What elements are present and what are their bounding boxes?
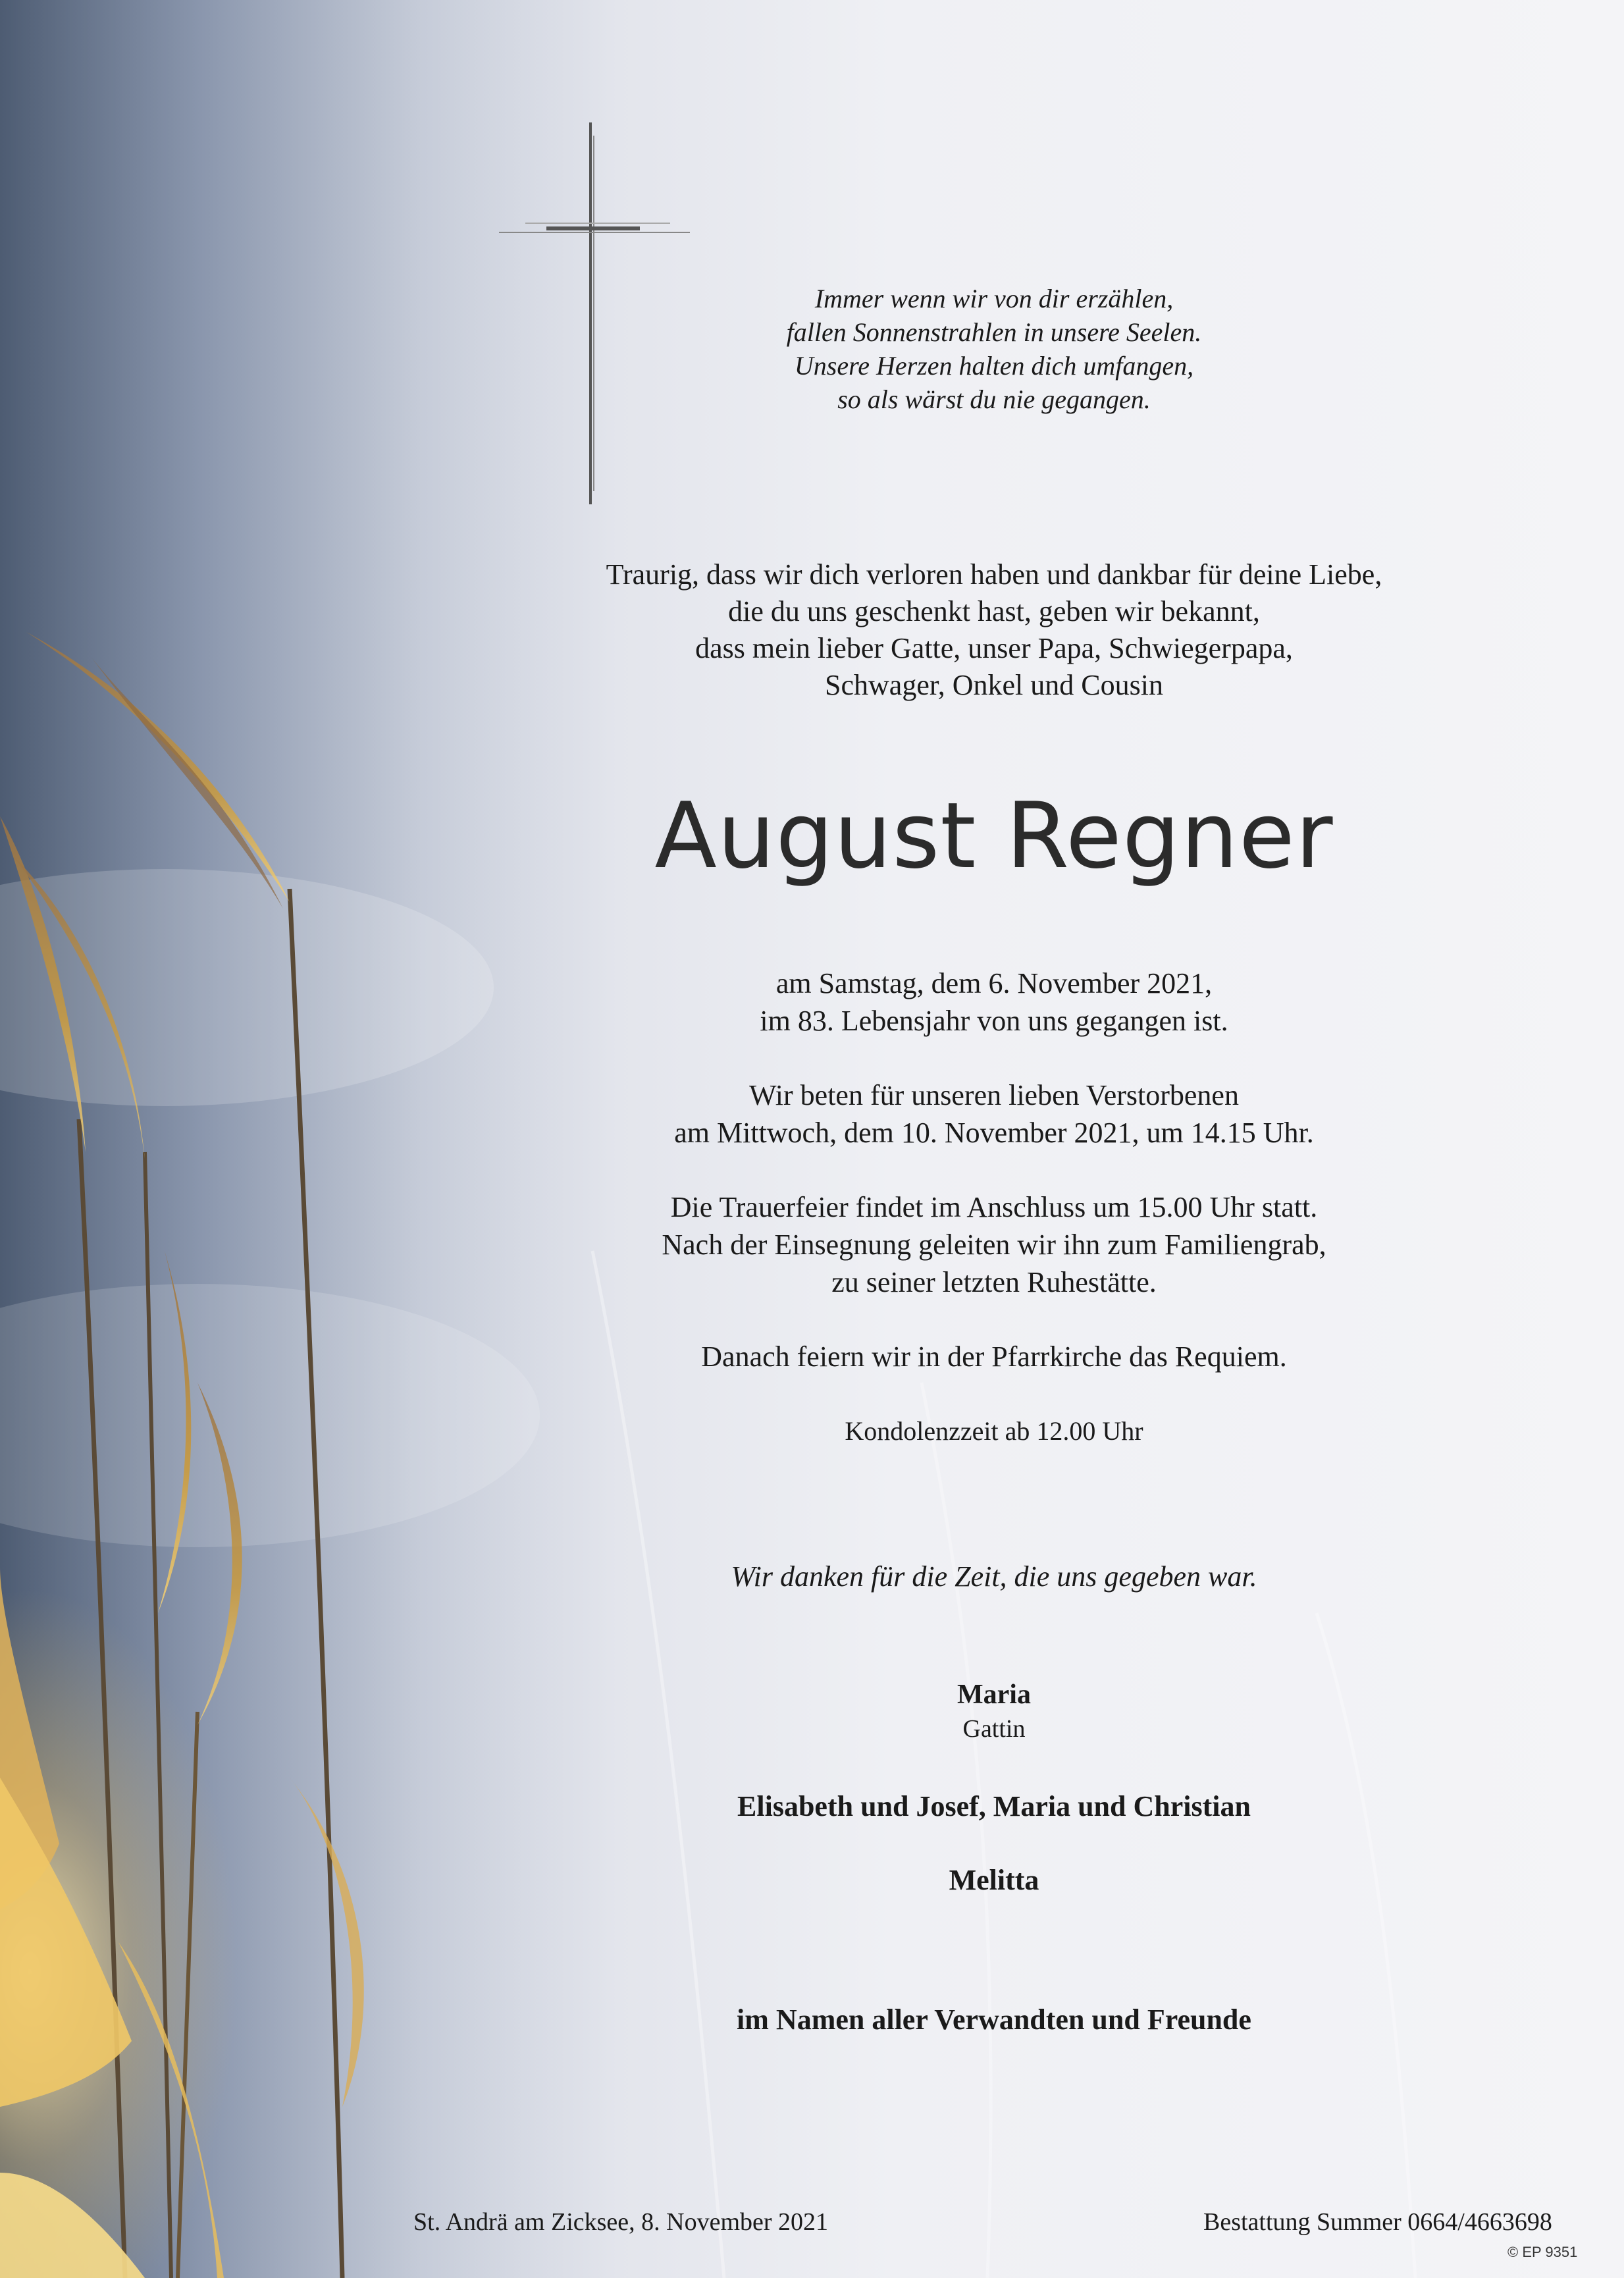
spouse-relation: Gattin: [962, 1715, 1026, 1743]
passing-line: am Samstag, dem 6. November 2021,: [775, 967, 1213, 999]
passing-line: im 83. Lebensjahr von uns gegangen ist.: [760, 1005, 1228, 1037]
ceremony-line: Die Trauerfeier findet im Anschluss um 15.00 Uhr statt.: [670, 1191, 1318, 1223]
condolence-time: Kondolenzzeit ab 12.00 Uhr: [845, 1416, 1143, 1446]
quote-line: Unsere Herzen halten dich umfangen,: [794, 351, 1194, 381]
quote-line: fallen Sonnenstrahlen in unsere Seelen.: [786, 317, 1202, 347]
ceremony-line: Nach der Einsegnung geleiten wir ihn zum Familiengrab,: [662, 1229, 1326, 1261]
prayer-line: am Mittwoch, dem 10. November 2021, um 14.15 Uhr.: [674, 1117, 1314, 1149]
quote-line: so als wärst du nie gegangen.: [837, 384, 1151, 414]
announcement-line: die du uns geschenkt hast, geben wir bekannt,: [728, 595, 1260, 627]
announcement-text: [513, 556, 1475, 704]
announcement-line: Traurig, dass wir dich verloren haben und dankbar für deine Liebe,: [606, 558, 1382, 591]
spouse-name: Maria: [957, 1680, 1031, 1710]
prayer-info: [513, 1076, 1475, 1152]
other-mourner: Melitta: [949, 1864, 1039, 1896]
place-date: St. Andrä am Zicksee, 8. November 2021: [413, 2208, 829, 2236]
deceased-name: August Regner: [654, 783, 1334, 889]
undertaker-contact: Bestattung Summer 0664/4663698: [1203, 2208, 1552, 2236]
requiem-info: Danach feiern wir in der Pfarrkirche das Requiem.: [701, 1340, 1287, 1373]
ceremony-info: [513, 1188, 1475, 1301]
ceremony-line: zu seiner letzten Ruhestätte.: [831, 1266, 1157, 1298]
quote-line: Immer wenn wir von dir erzählen,: [814, 284, 1174, 313]
memorial-quote: [513, 282, 1475, 416]
announcement-line: dass mein lieber Gatte, unser Papa, Schwiegerpapa,: [695, 632, 1293, 664]
closing-line: im Namen aller Verwandten und Freunde: [737, 2003, 1251, 2036]
passing-info: [513, 965, 1475, 1040]
mourners-list: [513, 1678, 1475, 1937]
prayer-line: Wir beten für unseren lieben Verstorbenen: [749, 1079, 1239, 1111]
children-names: Elisabeth und Josef, Maria und Christian: [737, 1790, 1251, 1822]
print-code: © EP 9351: [1507, 2244, 1578, 2260]
thanks-line: Wir danken für die Zeit, die uns gegeben war.: [731, 1560, 1257, 1593]
funeral-details: [513, 965, 1475, 1487]
announcement-line: Schwager, Onkel und Cousin: [825, 669, 1163, 701]
